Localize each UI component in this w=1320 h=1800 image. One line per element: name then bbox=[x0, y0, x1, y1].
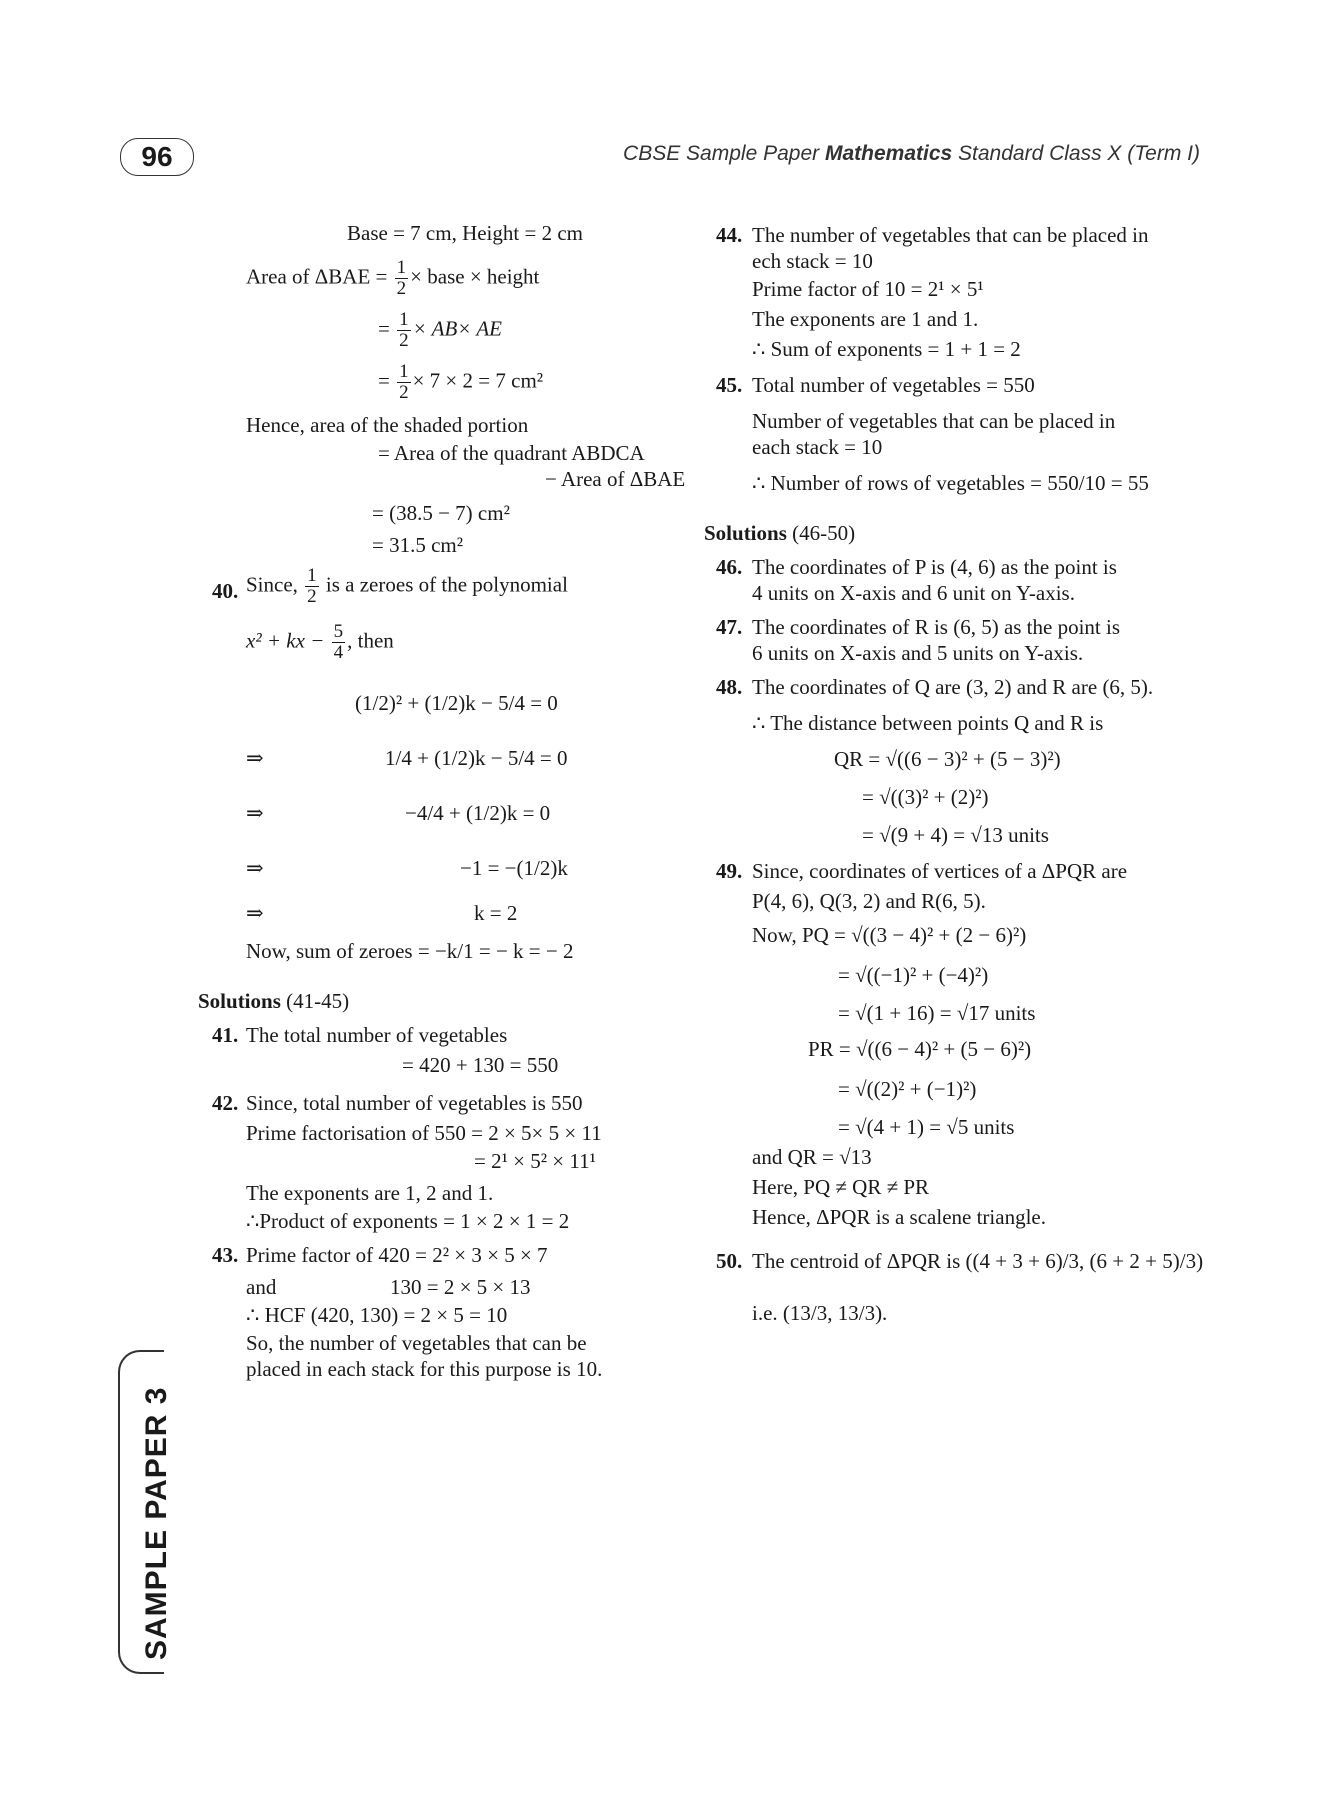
text-line: = 420 + 130 = 550 bbox=[402, 1053, 559, 1077]
text-line: ∴ The distance between points Q and R is bbox=[752, 711, 1104, 735]
text-line: The coordinates of R is (6, 5) as the point is bbox=[752, 615, 1121, 639]
question-number: 50. bbox=[716, 1249, 743, 1273]
equation: Now, sum of zeroes = −k/1 = − k = − 2 bbox=[246, 939, 574, 963]
text-line: The exponents are 1 and 1. bbox=[752, 307, 979, 331]
text-line: The exponents are 1, 2 and 1. bbox=[246, 1181, 494, 1205]
text-line: 130 = 2 × 5 × 13 bbox=[390, 1275, 531, 1299]
text-line: x² + kx − $\frac{5}{4}$ , then bbox=[246, 621, 394, 663]
text-line: The total number of vegetables bbox=[246, 1023, 508, 1047]
text-line: Number of vegetables that can be placed in bbox=[752, 409, 1116, 433]
equation: i.e. (13/3, 13/3). bbox=[752, 1301, 888, 1325]
text-line: Hence, area of the shaded portion bbox=[246, 413, 529, 437]
text-line: ∴ Number of rows of vegetables = 550/10 = 55 bbox=[752, 471, 1149, 495]
equation: = √(9 + 4) = √13 units bbox=[862, 823, 1049, 847]
equation: = √(4 + 1) = √5 units bbox=[838, 1115, 1015, 1139]
question-number: 41. bbox=[212, 1023, 239, 1047]
text-line: The number of vegetables that can be placed in bbox=[752, 223, 1149, 247]
text-line: Prime factorisation of 550 = 2 × 5× 5 × 11 bbox=[246, 1121, 602, 1145]
text-line: and QR = √13 bbox=[752, 1145, 872, 1169]
text-line: ∴Product of exponents = 1 × 2 × 1 = 2 bbox=[246, 1209, 570, 1233]
equation: = √(1 + 16) = √17 units bbox=[838, 1001, 1036, 1025]
equation: = √((−1)² + (−4)²) bbox=[838, 963, 989, 987]
equation: Now, PQ = √((3 − 4)² + (2 − 6)²) bbox=[752, 923, 1027, 947]
question-number: 42. bbox=[212, 1091, 239, 1115]
text-line: P(4, 6), Q(3, 2) and R(6, 5). bbox=[752, 889, 986, 913]
implies-symbol: ⇒ bbox=[246, 801, 264, 825]
equation: = √((2)² + (−1)²) bbox=[838, 1077, 977, 1101]
text-line: Prime factor of 420 = 2² × 3 × 5 × 7 bbox=[246, 1243, 548, 1267]
text-line: − Area of ΔBAE bbox=[545, 467, 686, 491]
equation: = √((3)² + (2)²) bbox=[862, 785, 989, 809]
equation: −1 = −(1/2)k bbox=[460, 856, 568, 880]
question-number: 43. bbox=[212, 1243, 239, 1267]
text-line: ∴ HCF (420, 130) = 2 × 5 = 10 bbox=[246, 1303, 508, 1327]
text-line: The coordinates of Q are (3, 2) and R are (6, 5). bbox=[752, 675, 1154, 699]
header-subject: Mathematics bbox=[824, 142, 953, 165]
header-prefix: CBSE Sample Paper bbox=[623, 142, 825, 165]
text-line: = Area of the quadrant ABDCA bbox=[378, 441, 645, 465]
section-heading: Solutions (46-50) bbox=[704, 521, 856, 545]
text-line: Since, $\frac{1}{2}$ is a zeroes of the polynomial bbox=[246, 565, 568, 607]
text-line: ech stack = 10 bbox=[752, 249, 873, 273]
running-header bbox=[623, 142, 1200, 166]
question-number: 46. bbox=[716, 555, 743, 579]
text-line: The coordinates of P is (4, 6) as the point is bbox=[752, 555, 1117, 579]
text-line: = $\frac{1}{2}$ × AB× AE bbox=[378, 309, 502, 351]
text-line: So, the number of vegetables that can be bbox=[246, 1331, 587, 1355]
text-line: 6 units on X-axis and 5 units on Y-axis. bbox=[752, 641, 1084, 665]
section-heading: Solutions (41-45) bbox=[198, 989, 350, 1013]
text-line: 4 units on X-axis and 6 unit on Y-axis. bbox=[752, 581, 1075, 605]
question-number: 47. bbox=[716, 615, 743, 639]
text-line: Here, PQ ≠ QR ≠ PR bbox=[752, 1175, 930, 1199]
equation: PR = √((6 − 4)² + (5 − 6)²) bbox=[808, 1037, 1032, 1061]
text-line: Base = 7 cm, Height = 2 cm bbox=[347, 221, 583, 245]
text-line: = $\frac{1}{2}$ × 7 × 2 = 7 cm² bbox=[378, 361, 544, 403]
implies-symbol: ⇒ bbox=[246, 856, 264, 880]
text-line: Since, total number of vegetables is 550 bbox=[246, 1091, 583, 1115]
text-line: = (38.5 − 7) cm² bbox=[372, 501, 510, 525]
question-number: 44. bbox=[716, 223, 743, 247]
text-line: Hence, ΔPQR is a scalene triangle. bbox=[752, 1205, 1046, 1229]
header-suffix: Standard Class X (Term I) bbox=[952, 142, 1200, 165]
question-number: 48. bbox=[716, 675, 743, 699]
equation: (1/2)² + (1/2)k − 5/4 = 0 bbox=[355, 691, 558, 715]
equation: QR = √((6 − 3)² + (5 − 3)²) bbox=[834, 747, 1061, 771]
text-line: and bbox=[246, 1275, 277, 1299]
question-number: 40. bbox=[212, 579, 239, 603]
equation: The centroid of ΔPQR is ((4 + 3 + 6)/3, (6 + 2 + 5)/3) bbox=[752, 1249, 1204, 1273]
text-line: ∴ Sum of exponents = 1 + 1 = 2 bbox=[752, 337, 1021, 361]
implies-symbol: ⇒ bbox=[246, 901, 264, 925]
text-line: = 31.5 cm² bbox=[372, 533, 464, 557]
page-number: 96 bbox=[120, 138, 194, 176]
question-number: 45. bbox=[716, 373, 743, 397]
equation: k = 2 bbox=[474, 901, 518, 925]
text-line: Total number of vegetables = 550 bbox=[752, 373, 1035, 397]
text-line: = 2¹ × 5² × 11¹ bbox=[474, 1149, 596, 1173]
text-line: Prime factor of 10 = 2¹ × 5¹ bbox=[752, 277, 984, 301]
side-tab-label: SAMPLE PAPER 3 bbox=[140, 1386, 173, 1660]
text-line: placed in each stack for this purpose is 10. bbox=[246, 1357, 603, 1381]
equation: −4/4 + (1/2)k = 0 bbox=[405, 801, 551, 825]
equation: 1/4 + (1/2)k − 5/4 = 0 bbox=[385, 746, 568, 770]
implies-symbol: ⇒ bbox=[246, 746, 264, 770]
text-line: Area of ΔBAE = $\frac{1}{2}$ × base × height bbox=[246, 257, 540, 299]
text-line: Since, coordinates of vertices of a ΔPQR are bbox=[752, 859, 1128, 883]
question-number: 49. bbox=[716, 859, 743, 883]
text-line: each stack = 10 bbox=[752, 435, 883, 459]
